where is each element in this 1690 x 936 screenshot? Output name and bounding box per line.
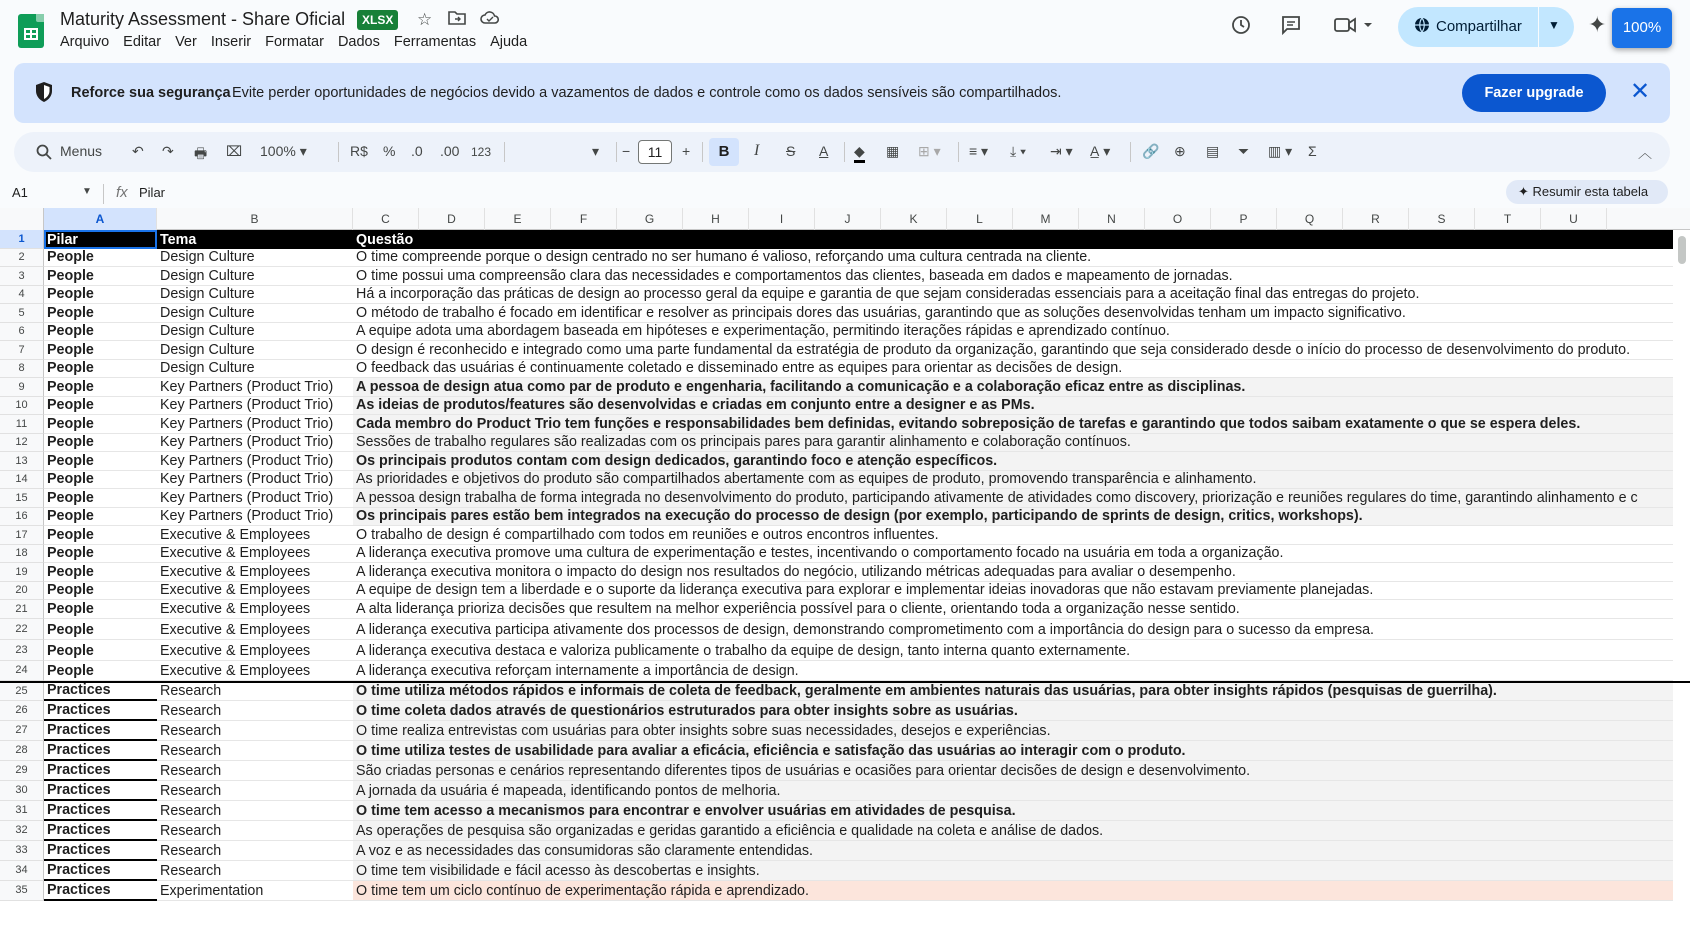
cell-pilar[interactable]: Practices	[44, 841, 157, 861]
row-number[interactable]: 2	[0, 249, 44, 268]
row-number[interactable]: 17	[0, 526, 44, 545]
cell-tema[interactable]: Research	[157, 683, 353, 701]
star-icon[interactable]: ☆	[417, 10, 433, 29]
cell-tema[interactable]: Design Culture	[157, 341, 353, 360]
filter-icon[interactable]: ⏷	[1238, 143, 1250, 159]
currency-format-button[interactable]: R$	[350, 143, 368, 159]
cell-tema[interactable]: Design Culture	[157, 249, 353, 268]
cell-tema[interactable]: Executive & Employees	[157, 582, 353, 601]
row-number[interactable]: 22	[0, 619, 44, 640]
collapse-toolbar-icon[interactable]: ︿	[1638, 145, 1652, 161]
shield-icon	[34, 81, 54, 103]
menu-ajuda[interactable]: Ajuda	[490, 34, 528, 50]
cell-pilar[interactable]: People	[44, 545, 157, 564]
row-number[interactable]: 25	[0, 683, 44, 701]
menu-arquivo[interactable]: Arquivo	[60, 34, 110, 50]
cell-pilar[interactable]: Practices	[44, 821, 157, 841]
banner-text: Evite perder oportunidades de negócios devido a vazamentos de dados e controle como os dados sensíveis são compartilhados.	[232, 85, 1062, 101]
cell-tema[interactable]: Research	[157, 861, 353, 881]
column-header-o[interactable]: O	[1145, 208, 1211, 230]
cell-pilar[interactable]: People	[44, 415, 157, 434]
toolbar: Menus ↶ ↷ 🖶 ⌧ 100% ▾ R$ % .0 .00 123 ▾ − 11 + B I S A ◆ ▦ ⊞ ▾ ≡ ▾ ⤓ ▾ ⇥ ▾ A̲ ▾ 🔗 ⊕ ▤ ⏷ ▥ ▾ Σ ︿	[14, 132, 1670, 172]
column-header-k[interactable]: K	[881, 208, 947, 230]
fx-icon: fx	[116, 184, 128, 201]
row-number[interactable]: 9	[0, 378, 44, 397]
row-number[interactable]: 7	[0, 341, 44, 360]
text-rotation-icon[interactable]: A̲ ▾	[1090, 143, 1111, 159]
cell-questao[interactable]: O feedback das usuárias é continuamente coletado e disseminado entre as equipes para orientar as decisões de design.	[353, 360, 1673, 379]
cell-tema[interactable]: Key Partners (Product Trio)	[157, 397, 353, 416]
close-icon[interactable]: ✕	[1630, 78, 1651, 105]
table-row	[0, 640, 1690, 661]
row-number[interactable]: 10	[0, 397, 44, 416]
cell-tema[interactable]: Key Partners (Product Trio)	[157, 489, 353, 508]
upgrade-button[interactable]: Fazer upgrade	[1462, 74, 1606, 112]
menus-label: Menus	[60, 143, 103, 159]
column-header-g[interactable]: G	[617, 208, 683, 230]
paint-format-icon[interactable]: ⌧	[226, 143, 243, 159]
cell-tema[interactable]: Executive & Employees	[157, 619, 353, 640]
column-header-l[interactable]: L	[947, 208, 1013, 230]
cell-pilar[interactable]: Practices	[44, 801, 157, 821]
decrease-font-size-icon[interactable]: −	[622, 143, 631, 159]
row-number[interactable]: 28	[0, 741, 44, 761]
row-number[interactable]: 12	[0, 434, 44, 453]
row-number[interactable]: 34	[0, 861, 44, 881]
row-number[interactable]: 35	[0, 881, 44, 901]
insert-link-icon[interactable]: 🔗	[1142, 143, 1160, 159]
sparkle-icon: ✦	[1518, 184, 1533, 199]
cell-tema[interactable]: Research	[157, 701, 353, 721]
formula-input[interactable]: Pilar	[139, 185, 166, 200]
cell-tema[interactable]: Executive & Employees	[157, 661, 353, 681]
print-icon[interactable]: 🖶	[194, 145, 208, 161]
title-bar	[0, 0, 1690, 62]
security-banner	[14, 63, 1670, 123]
table-row	[0, 471, 1690, 490]
cell-questao[interactable]: A liderança executiva reforçam internamente a importância de design.	[353, 661, 1673, 681]
cell-pilar[interactable]: Practices	[44, 683, 157, 701]
cell-tema[interactable]: Executive & Employees	[157, 526, 353, 545]
share-dropdown-icon[interactable]: ▼	[1548, 18, 1560, 32]
column-header-j[interactable]: J	[815, 208, 881, 230]
column-header-u[interactable]: U	[1541, 208, 1607, 230]
menu-inserir[interactable]: Inserir	[210, 34, 252, 50]
column-header-p[interactable]: P	[1211, 208, 1277, 230]
cell-questao[interactable]: As ideias de produtos/features são desenvolvidas e criadas em conjunto entre a designer e as PMs.	[353, 397, 1673, 416]
cell-questao[interactable]: O trabalho de design é compartilhado com todos em reuniões e outros encontros influentes.	[353, 526, 1673, 545]
column-header-q[interactable]: Q	[1277, 208, 1343, 230]
column-header-h[interactable]: H	[683, 208, 749, 230]
column-header-m[interactable]: M	[1013, 208, 1079, 230]
cell-questao[interactable]: O time compreende porque o design centrado no ser humano é valioso, reforçando uma cultura centrada na cliente.	[353, 249, 1673, 268]
table-row	[0, 721, 1690, 741]
column-header-a[interactable]: A	[44, 208, 157, 230]
cell-pilar[interactable]: People	[44, 471, 157, 490]
column-header-t[interactable]: T	[1475, 208, 1541, 230]
formula-bar	[0, 180, 1690, 208]
version-history-icon[interactable]	[1230, 14, 1252, 42]
menu-ferramentas[interactable]: Ferramentas	[393, 34, 477, 50]
functions-icon[interactable]: Σ	[1308, 143, 1317, 159]
gemini-icon[interactable]: ✦	[1588, 12, 1607, 37]
cell-questao[interactable]: As operações de pesquisa são organizadas e geridas garantido a eficiência e qualidade na coleta e análise de dados.	[353, 821, 1673, 841]
menu-ver[interactable]: Ver	[175, 34, 197, 50]
row-number[interactable]: 24	[0, 661, 44, 681]
table-row	[0, 489, 1690, 508]
table-row	[0, 701, 1690, 721]
bold-button[interactable]: B	[709, 138, 739, 166]
cell-questao[interactable]: O time tem um ciclo contínuo de experimentação rápida e aprendizado.	[353, 881, 1673, 901]
name-box-dropdown-icon[interactable]: ▼	[82, 186, 92, 197]
table-row	[0, 323, 1690, 342]
cell-tema[interactable]: Executive & Employees	[157, 640, 353, 661]
search-icon	[36, 144, 52, 160]
cell-tema[interactable]: Design Culture	[157, 323, 353, 342]
cell-questao[interactable]: Cada membro do Product Trio tem funções e responsabilidades bem definidas, evitando sobreposição de tarefas e garantindo que todos saibam exatamente o que se espera deles.	[353, 415, 1673, 434]
table-row	[0, 841, 1690, 861]
row-number[interactable]: 1	[0, 230, 44, 249]
cell-pilar[interactable]: People	[44, 323, 157, 342]
cell-questao[interactable]: A jornada da usuária é mapeada, identificando pontos de melhoria.	[353, 781, 1673, 801]
column-header-n[interactable]: N	[1079, 208, 1145, 230]
cell-tema[interactable]: Design Culture	[157, 286, 353, 305]
table-row	[0, 661, 1690, 681]
column-header-d[interactable]: D	[419, 208, 485, 230]
row-number[interactable]: 13	[0, 452, 44, 471]
cell-pilar[interactable]: People	[44, 304, 157, 323]
cell-tema[interactable]: Key Partners (Product Trio)	[157, 508, 353, 527]
fill-color-icon[interactable]: ◆	[854, 143, 865, 163]
cell-tema[interactable]: Key Partners (Product Trio)	[157, 471, 353, 490]
table-row	[0, 881, 1690, 901]
text-wrapping-icon[interactable]: ⇥ ▾	[1050, 143, 1073, 159]
zoom-badge[interactable]: 100%	[1612, 8, 1672, 48]
table-row	[0, 341, 1690, 360]
banner-title: Reforce sua segurança	[71, 85, 231, 101]
table-row	[0, 545, 1690, 564]
comments-icon[interactable]	[1280, 14, 1302, 42]
redo-icon[interactable]: ↷	[162, 143, 174, 159]
cell-tema[interactable]: Executive & Employees	[157, 600, 353, 619]
cell-pilar[interactable]: People	[44, 341, 157, 360]
move-folder-icon[interactable]	[448, 10, 466, 31]
table-row	[0, 741, 1690, 761]
cell-tema[interactable]: Research	[157, 721, 353, 741]
cell-tema[interactable]: Research	[157, 781, 353, 801]
table-row	[0, 526, 1690, 545]
table-row	[0, 582, 1690, 601]
document-title[interactable]: Maturity Assessment - Share Oficial	[60, 9, 346, 29]
cell-pilar[interactable]: People	[44, 661, 157, 681]
cell-questao[interactable]: A liderança executiva participa ativamente dos processos de design, demonstrando comprometimento com a importância do design para o sucesso da empresa.	[353, 619, 1673, 640]
select-all-corner[interactable]	[0, 208, 44, 230]
table-row	[0, 378, 1690, 397]
table-row	[0, 304, 1690, 323]
cell-pilar[interactable]: People	[44, 397, 157, 416]
cloud-status-icon[interactable]	[480, 10, 500, 31]
cell-questao[interactable]: O time utiliza testes de usabilidade para avaliar a eficácia, eficiência e satisfação das usuárias ao interagir com o produto.	[353, 741, 1673, 761]
row-number[interactable]: 6	[0, 323, 44, 342]
cell-questao[interactable]: O time realiza entrevistas com usuárias para obter insights sobre suas necessidades, desejos e experiências.	[353, 721, 1673, 741]
horizontal-align-icon[interactable]: ≡ ▾	[969, 143, 989, 159]
cell-pilar[interactable]: Practices	[44, 881, 157, 901]
cell-pilar[interactable]: Practices	[44, 861, 157, 881]
number-format-button[interactable]: 123	[471, 145, 492, 159]
table-row	[0, 286, 1690, 305]
cell-questao[interactable]: Questão	[353, 230, 1673, 249]
spreadsheet-grid[interactable]	[0, 208, 1690, 936]
increase-font-size-icon[interactable]: +	[682, 143, 691, 159]
vertical-align-icon[interactable]: ⤓ ▾	[1010, 143, 1026, 159]
column-headers	[0, 208, 1690, 230]
cell-tema[interactable]: Executive & Employees	[157, 545, 353, 564]
cell-pilar[interactable]: People	[44, 489, 157, 508]
summarize-table-button[interactable]: ✦ Resumir esta tabela	[1506, 180, 1668, 204]
name-box[interactable]: A1	[12, 185, 28, 200]
percent-format-button[interactable]: %	[383, 143, 396, 159]
cell-questao[interactable]: A voz e as necessidades das consumidoras são claramente entendidas.	[353, 841, 1673, 861]
share-button[interactable]	[1398, 7, 1574, 47]
column-header-r[interactable]: R	[1343, 208, 1409, 230]
cell-questao[interactable]: A equipe adota uma abordagem baseada em hipóteses e experimentação, permitindo iterações rápidas e aprendizado contínuo.	[353, 323, 1673, 342]
cell-pilar[interactable]: People	[44, 640, 157, 661]
cell-questao[interactable]: O time tem visibilidade e fácil acesso às descobertas e insights.	[353, 861, 1673, 881]
cell-pilar[interactable]: People	[44, 526, 157, 545]
cell-tema[interactable]: Research	[157, 821, 353, 841]
vertical-scrollbar[interactable]	[1678, 236, 1686, 264]
menu-bar	[60, 34, 541, 50]
cell-questao[interactable]: O time possui uma compreensão clara das necessidades e comportamentos das clientes, baseada em dados e mapeamento de jornadas.	[353, 267, 1673, 286]
row-number[interactable]: 27	[0, 721, 44, 741]
font-size-input[interactable]: 11	[638, 140, 672, 164]
cell-pilar[interactable]: People	[44, 378, 157, 397]
cell-questao[interactable]: A liderança executiva monitora o impacto do design nos resultados do negócio, utilizando métricas adequadas para avaliar o desempenho.	[353, 563, 1673, 582]
decrease-decimal-button[interactable]: .0	[411, 143, 423, 159]
table-row	[0, 801, 1690, 821]
increase-decimal-button[interactable]: .00	[440, 143, 460, 159]
globe-icon	[1414, 17, 1430, 38]
column-header-i[interactable]: I	[749, 208, 815, 230]
table-row	[0, 434, 1690, 453]
table-row	[0, 861, 1690, 881]
cell-tema[interactable]: Design Culture	[157, 304, 353, 323]
table-row	[0, 230, 1690, 249]
cell-pilar[interactable]: People	[44, 508, 157, 527]
cell-pilar[interactable]: Practices	[44, 741, 157, 761]
row-number[interactable]: 14	[0, 471, 44, 490]
cell-questao[interactable]: O time coleta dados através de questionários estruturados para obter insights sobre as usuárias.	[353, 701, 1673, 721]
table-row	[0, 600, 1690, 619]
cell-questao[interactable]: O time tem acesso a mecanismos para encontrar e envolver usuárias em atividades de pesquisa.	[353, 801, 1673, 821]
cell-pilar[interactable]: Practices	[44, 781, 157, 801]
cell-pilar[interactable]: People	[44, 582, 157, 601]
cell-questao[interactable]: A liderança executiva destaca e valoriza publicamente o trabalho da equipe de design, tanto interna quanto externamente.	[353, 640, 1673, 661]
row-number[interactable]: 26	[0, 701, 44, 721]
borders-icon[interactable]: ▦	[886, 143, 900, 159]
table-row	[0, 249, 1690, 268]
column-header-e[interactable]: E	[485, 208, 551, 230]
row-number[interactable]: 32	[0, 821, 44, 841]
share-label: Compartilhar	[1436, 18, 1522, 35]
table-row	[0, 681, 1690, 701]
row-number[interactable]: 11	[0, 415, 44, 434]
table-row	[0, 563, 1690, 582]
cell-tema[interactable]: Executive & Employees	[157, 563, 353, 582]
row-number[interactable]: 29	[0, 761, 44, 781]
cell-pilar[interactable]: People	[44, 286, 157, 305]
cell-pilar[interactable]: People	[44, 360, 157, 379]
cell-questao[interactable]: A pessoa de design atua como par de produto e engenharia, facilitando a comunicação e a colaboração eficaz entre as disciplinas.	[353, 378, 1673, 397]
menu-formatar[interactable]: Formatar	[265, 34, 324, 50]
cell-tema[interactable]: Research	[157, 741, 353, 761]
menus-search[interactable]	[26, 137, 126, 167]
table-view-icon[interactable]: ▥ ▾	[1268, 143, 1293, 159]
cell-questao[interactable]: São criadas personas e cenários representando diferentes tipos de usuárias e ocasiões para orientar decisões de design e desenvolvimento.	[353, 761, 1673, 781]
cell-tema[interactable]: Research	[157, 841, 353, 861]
table-row	[0, 452, 1690, 471]
cell-pilar[interactable]: People	[44, 267, 157, 286]
cell-questao[interactable]: A alta liderança prioriza decisões que resultem na melhor experiência possível para o cliente, orientando toda a organização nesse sentido.	[353, 600, 1673, 619]
cell-pilar[interactable]: People	[44, 563, 157, 582]
cell-questao[interactable]: Os principais produtos contam com design dedicados, garantindo foco e atenção específicos.	[353, 452, 1673, 471]
text-color-button[interactable]: A	[819, 143, 829, 159]
insert-chart-icon[interactable]: ▤	[1206, 143, 1220, 159]
cell-pilar[interactable]: People	[44, 619, 157, 640]
cell-tema[interactable]: Experimentation	[157, 881, 353, 901]
cell-tema[interactable]: Key Partners (Product Trio)	[157, 378, 353, 397]
row-number[interactable]: 8	[0, 360, 44, 379]
cell-tema[interactable]: Tema	[157, 230, 353, 249]
cell-questao[interactable]: Sessões de trabalho regulares são realizadas com os principais pares para garantir alinhamento e colaboração contínuos.	[353, 434, 1673, 453]
row-number[interactable]: 4	[0, 286, 44, 305]
cell-tema[interactable]: Design Culture	[157, 267, 353, 286]
undo-icon[interactable]: ↶	[132, 143, 144, 159]
cell-tema[interactable]: Research	[157, 801, 353, 821]
table-row	[0, 821, 1690, 841]
cell-questao[interactable]: Os principais pares estão bem integrados na execução do processo de design (por exemplo, participando de sprints de design, critics, workshops).	[353, 508, 1673, 527]
cell-questao[interactable]: A pessoa design trabalha de forma integrada no desenvolvimento do produto, participando ativamente de atividades como discovery, priorização e reuniões regulares do time, garantindo alinhamento e c	[353, 489, 1673, 508]
cell-tema[interactable]: Design Culture	[157, 360, 353, 379]
cell-pilar[interactable]: People	[44, 434, 157, 453]
zoom-select[interactable]: 100% ▾	[260, 143, 307, 159]
cell-tema[interactable]: Research	[157, 761, 353, 781]
column-header-b[interactable]: B	[157, 208, 353, 230]
row-number[interactable]: 15	[0, 489, 44, 508]
cell-questao[interactable]: A liderança executiva promove uma cultura de experimentação e testes, incentivando o comportamento focado na usuária em toda a organização.	[353, 545, 1673, 564]
file-type-badge: XLSX	[357, 10, 398, 30]
row-number[interactable]: 16	[0, 508, 44, 527]
table-row	[0, 761, 1690, 781]
cell-questao[interactable]: O design é reconhecido e integrado como uma parte fundamental da estratégia de produto da organização, garantindo que seja considerado desde o início do processo de desenvolvimento do produto.	[353, 341, 1673, 360]
cell-questao[interactable]: A equipe de design tem a liberdade e o suporte da liderança executiva para explorar e implementar ideias inovadoras que não estavam previamente planejadas.	[353, 582, 1673, 601]
table-row	[0, 360, 1690, 379]
cell-pilar[interactable]: Practices	[44, 701, 157, 721]
menu-dados[interactable]: Dados	[337, 34, 380, 50]
table-row	[0, 397, 1690, 416]
table-row	[0, 267, 1690, 286]
cell-questao[interactable]: O método de trabalho é focado em identificar e resolver as principais dores das usuárias, garantindo que as soluções desenvolvidas tenham um impacto significativo.	[353, 304, 1673, 323]
row-number[interactable]: 5	[0, 304, 44, 323]
table-row	[0, 781, 1690, 801]
italic-button[interactable]: I	[754, 142, 760, 159]
menu-editar[interactable]: Editar	[123, 34, 162, 50]
insert-comment-icon[interactable]: ⊕	[1174, 143, 1186, 159]
cell-tema[interactable]: Key Partners (Product Trio)	[157, 434, 353, 453]
row-number[interactable]: 20	[0, 582, 44, 601]
cell-questao[interactable]: Há a incorporação das práticas de design ao processo geral da equipe e garantia de que sejam consideradas essenciais para a aceitação final das entregas do projeto.	[353, 286, 1673, 305]
cell-pilar[interactable]: People	[44, 600, 157, 619]
cell-questao[interactable]: As prioridades e objetivos do produto são compartilhados abertamente com as equipes de produto, promovendo transparência e alinhamento.	[353, 471, 1673, 490]
cell-tema[interactable]: Key Partners (Product Trio)	[157, 415, 353, 434]
row-number[interactable]: 31	[0, 801, 44, 821]
row-number[interactable]: 21	[0, 600, 44, 619]
cell-pilar[interactable]: People	[44, 452, 157, 471]
row-number[interactable]: 18	[0, 545, 44, 564]
cell-pilar[interactable]: Pilar	[44, 230, 157, 249]
cell-pilar[interactable]: People	[44, 249, 157, 268]
merge-cells-icon[interactable]: ⊞ ▾	[918, 143, 941, 159]
table-row	[0, 415, 1690, 434]
cell-tema[interactable]: Key Partners (Product Trio)	[157, 452, 353, 471]
column-header-f[interactable]: F	[551, 208, 617, 230]
row-number[interactable]: 33	[0, 841, 44, 861]
table-row	[0, 508, 1690, 527]
column-header-s[interactable]: S	[1409, 208, 1475, 230]
cell-pilar[interactable]: Practices	[44, 721, 157, 741]
meet-video-icon[interactable]	[1334, 14, 1374, 42]
row-number[interactable]: 30	[0, 781, 44, 801]
table-row	[0, 619, 1690, 640]
column-header-c[interactable]: C	[353, 208, 419, 230]
row-number[interactable]: 19	[0, 563, 44, 582]
sheets-logo-icon[interactable]	[18, 14, 44, 48]
row-number[interactable]: 23	[0, 640, 44, 661]
row-number[interactable]: 3	[0, 267, 44, 286]
strikethrough-button[interactable]: S	[786, 143, 796, 159]
cell-questao[interactable]: O time utiliza métodos rápidos e informais de coleta de feedback, geralmente em ambientes naturais das usuárias, para obter insights rápidos (pesquisas de guerrilha).	[353, 683, 1673, 701]
cell-pilar[interactable]: Practices	[44, 761, 157, 781]
